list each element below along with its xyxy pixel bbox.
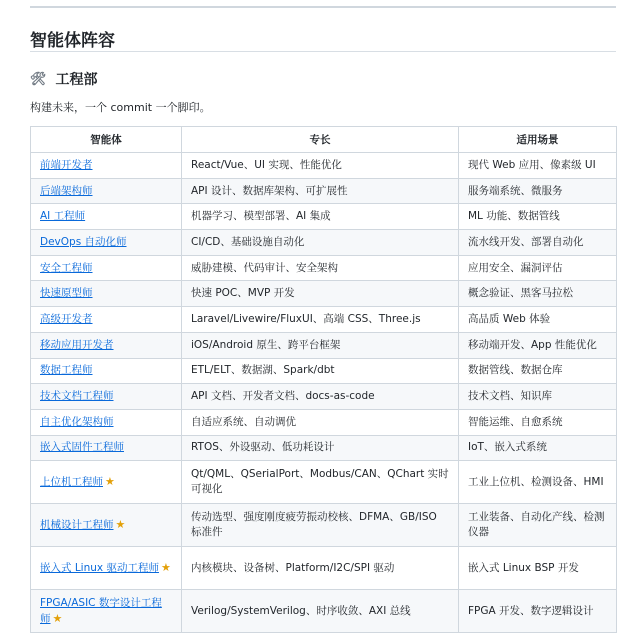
title-divider [30,51,616,52]
table-row [31,332,617,358]
star-icon: ★ [115,518,126,532]
scene-cell: 技术文档、知识库 [459,384,617,410]
scene-cell: 数据管线、数据仓库 [459,358,617,384]
agent-link[interactable]: 前端开发者 [40,158,93,171]
agent-link[interactable]: 嵌入式 Linux 驱动工程师 [40,562,159,575]
skill-cell: 机器学习、模型部署、AI 集成 [182,204,459,230]
scene-cell: FPGA 开发、数字逻辑设计 [459,590,617,633]
scene-cell: 现代 Web 应用、像素级 UI [459,153,617,179]
header-scene: 适用场景 [459,127,617,153]
agent-link[interactable]: 机械设计工程师 [40,519,114,532]
agent-cell [31,255,182,281]
agent-cell [31,204,182,230]
scene-cell: 智能运维、自愈系统 [459,409,617,435]
table-row [31,255,617,281]
table-row [31,307,617,333]
skill-cell: React/Vue、UI 实现、性能优化 [182,153,459,179]
table-header-row [31,127,617,153]
skill-cell: Qt/QML、QSerialPort、Modbus/CAN、QChart 实时可视化 [182,461,459,504]
skill-cell: 自适应系统、自动调优 [182,409,459,435]
table-row [31,590,617,633]
star-icon: ★ [160,561,171,575]
star-icon: ★ [105,475,115,489]
scene-cell: 高品质 Web 体验 [459,307,617,333]
scene-cell: 应用安全、漏洞评估 [459,255,617,281]
agent-cell [31,435,182,461]
table-row [31,409,617,435]
agent-link[interactable]: 快速原型师 [40,287,93,300]
agent-cell [31,409,182,435]
agent-table [30,126,617,633]
agent-cell [31,358,182,384]
agent-link[interactable]: FPGA/ASIC 数字设计工程师 [40,596,162,625]
skill-cell: Verilog/SystemVerilog、时序收敛、AXI 总线 [182,590,459,633]
agent-link[interactable]: DevOps 自动化师 [40,235,127,248]
skill-cell: 内核模块、设备树、Platform/I2C/SPI 驱动 [182,547,459,590]
agent-cell [31,281,182,307]
agent-link[interactable]: 自主优化架构师 [40,415,114,428]
skill-cell: RTOS、外设驱动、低功耗设计 [182,435,459,461]
agent-cell [31,178,182,204]
agent-link[interactable]: 数据工程师 [40,364,93,377]
skill-cell: API 文档、开发者文档、docs-as-code [182,384,459,410]
table-row [31,230,617,256]
skill-cell: iOS/Android 原生、跨平台框架 [182,332,459,358]
agent-cell [31,332,182,358]
agent-link[interactable]: 上位机工程师 [40,476,103,489]
scene-cell: 流水线开发、部署自动化 [459,230,617,256]
header-agent: 智能体 [31,127,182,153]
scene-cell: 服务端系统、微服务 [459,178,617,204]
skill-cell: API 设计、数据库架构、可扩展性 [182,178,459,204]
agent-cell [31,230,182,256]
section-heading [30,69,98,89]
page-title: 智能体阵容 [30,31,115,51]
agent-link[interactable]: 技术文档工程师 [40,390,114,403]
scene-cell: 工业上位机、检测设备、HMI [459,461,617,504]
section-title: 工程部 [55,72,98,88]
agent-cell [31,153,182,179]
agent-link[interactable]: 嵌入式固件工程师 [40,441,124,454]
agent-link[interactable]: 安全工程师 [40,261,93,274]
skill-cell: 威胁建模、代码审计、安全架构 [182,255,459,281]
scene-cell: IoT、嵌入式系统 [459,435,617,461]
agent-link[interactable]: AI 工程师 [40,210,86,223]
agent-cell [31,590,182,633]
table-row [31,153,617,179]
agent-cell [31,504,182,547]
star-icon: ★ [52,611,63,625]
scene-cell: 工业装备、自动化产线、检测仪器 [459,504,617,547]
skill-cell: 快速 POC、MVP 开发 [182,281,459,307]
table-row [31,384,617,410]
table-row [31,461,617,504]
table-row [31,358,617,384]
scene-cell: 概念验证、黑客马拉松 [459,281,617,307]
agent-cell [31,547,182,590]
table-row [31,547,617,590]
header-skill: 专长 [182,127,459,153]
skill-cell: Laravel/Livewire/FluxUI、高端 CSS、Three.js [182,307,459,333]
agent-cell [31,461,182,504]
table-row [31,204,617,230]
table-row [31,178,617,204]
scene-cell: 移动端开发、App 性能优化 [459,332,617,358]
top-divider [30,6,616,8]
table-row [31,281,617,307]
table-row [31,435,617,461]
table-row [31,504,617,547]
skill-cell: ETL/ELT、数据湖、Spark/dbt [182,358,459,384]
section-description: 构建未来，一个 commit 一个脚印。 [30,101,211,114]
agent-link[interactable]: 移动应用开发者 [40,338,114,351]
scene-cell: 嵌入式 Linux BSP 开发 [459,547,617,590]
agent-cell [31,307,182,333]
scene-cell: ML 功能、数据管线 [459,204,617,230]
agent-cell [31,384,182,410]
skill-cell: 传动选型、强度刚度疲劳振动校核、DFMA、GB/ISO 标准件 [182,504,459,547]
agent-link[interactable]: 后端架构师 [40,184,93,197]
skill-cell: CI/CD、基础设施自动化 [182,230,459,256]
hammer-wrench-icon: 🛠 [30,71,47,87]
agent-link[interactable]: 高级开发者 [40,312,93,325]
